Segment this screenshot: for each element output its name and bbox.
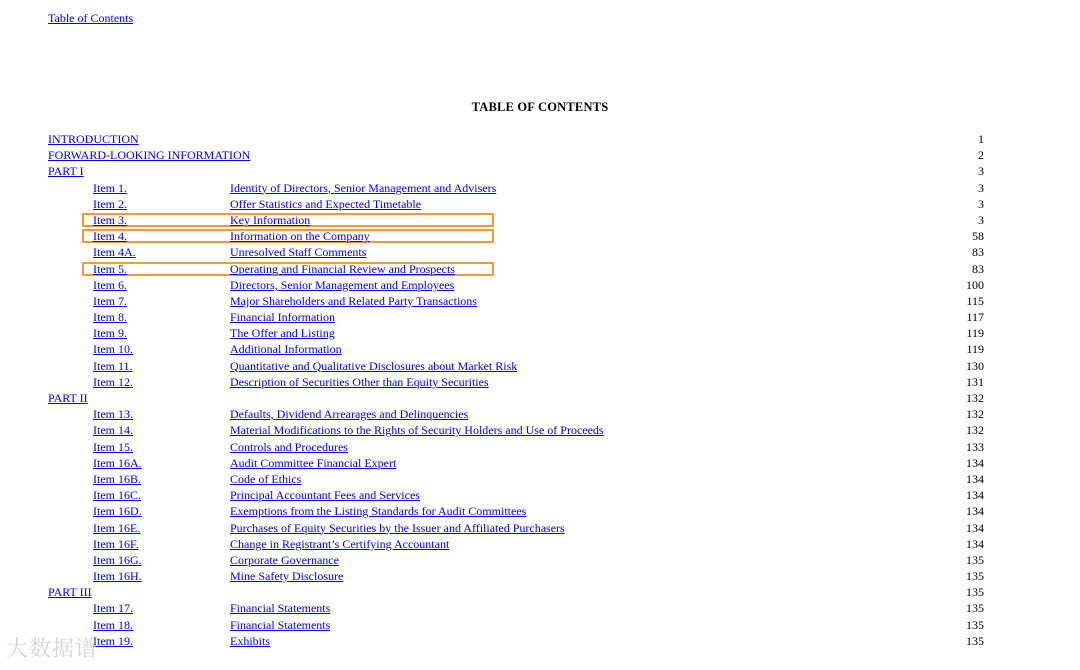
toc-item-number-link[interactable]: Item 16E. [93,520,141,535]
toc-item-row [0,520,1080,536]
toc-item-title-link[interactable]: Operating and Financial Review and Prospects [230,261,455,276]
toc-section-row [0,163,1080,179]
page-number: 3 [978,180,984,195]
toc-item-row [0,341,1080,357]
toc-item-row [0,212,1080,228]
toc-item-title-link[interactable]: Change in Registrant’s Certifying Accountant [230,536,450,551]
page-number: 134 [966,471,984,486]
toc-item-number-link[interactable]: Item 16F. [93,536,139,551]
toc-item-number-link[interactable]: Item 2. [93,196,127,211]
toc-item-number-link[interactable]: Item 10. [93,342,133,357]
toc-item-title-link[interactable]: Offer Statistics and Expected Timetable [230,196,422,211]
toc-item-number-link[interactable]: Item 9. [93,326,127,341]
toc-item-title-link[interactable]: Purchases of Equity Securities by the Issuer and Affiliated Purchasers [230,520,565,535]
toc-item-row [0,503,1080,519]
page-number: 134 [966,504,984,519]
toc-item-number-link[interactable]: Item 15. [93,439,133,454]
watermark-logo: 大数据谱 [6,637,99,662]
toc-item-row [0,600,1080,616]
page-number: 3 [978,196,984,211]
page-number: 2 [978,148,984,163]
toc-item-row [0,196,1080,212]
toc-item-number-link[interactable]: Item 18. [93,617,133,632]
page-number: 100 [966,277,984,292]
toc-item-title-link[interactable]: Mine Safety Disclosure [230,569,344,584]
toc-item-row [0,309,1080,325]
toc-item-number-link[interactable]: Item 19. [93,633,133,648]
toc-item-number-link[interactable]: Item 16C. [93,488,141,503]
toc-item-row [0,180,1080,196]
toc-item-row [0,244,1080,260]
page-number: 134 [966,488,984,503]
page-number: 132 [966,391,984,405]
page-number: 134 [966,536,984,551]
page-number: 1 [978,132,984,146]
page-number: 130 [966,358,984,373]
toc-item-title-link[interactable]: Additional Information [230,342,342,357]
toc-section-row [0,584,1080,600]
toc-item-number-link[interactable]: Item 4. [93,229,127,244]
page-number: 134 [966,455,984,470]
toc-item-title-link[interactable]: Information on the Company [230,229,370,244]
toc-item-number-link[interactable]: Item 1. [93,180,127,195]
toc-item-row [0,617,1080,633]
page-number: 135 [966,585,984,600]
page-number: 83 [972,261,984,276]
toc-section-link[interactable]: PART III [48,585,92,600]
toc-item-row [0,293,1080,309]
toc-item-title-link[interactable]: The Offer and Listing [230,326,335,341]
toc-section-link[interactable]: FORWARD-LOOKING INFORMATION [48,148,251,163]
toc-section-link[interactable]: INTRODUCTION [48,132,139,146]
toc-item-number-link[interactable]: Item 7. [93,293,127,308]
toc-item-number-link[interactable]: Item 16B. [93,471,141,486]
toc-item-title-link[interactable]: Principal Accountant Fees and Services [230,488,420,503]
toc-item-number-link[interactable]: Item 14. [93,423,133,438]
toc-item-number-link[interactable]: Item 6. [93,277,127,292]
toc-item-row [0,374,1080,390]
toc-item-row [0,358,1080,374]
toc-item-title-link[interactable]: Controls and Procedures [230,439,348,454]
toc-item-title-link[interactable]: Financial Statements [230,601,331,616]
toc-item-title-link[interactable]: Material Modifications to the Rights of Security Holders and Use of Proceeds [230,423,604,438]
page-number: 115 [966,293,984,308]
toc-item-number-link[interactable]: Item 16G. [93,552,142,567]
toc-section-row [0,131,1080,147]
toc-section-link[interactable]: PART II [48,391,88,405]
toc-item-row [0,455,1080,471]
toc-item-number-link[interactable]: Item 3. [93,212,127,227]
page-number: 119 [966,342,984,357]
toc-item-title-link[interactable]: Major Shareholders and Related Party Transactions [230,293,477,308]
toc-item-row [0,325,1080,341]
toc-item-row [0,487,1080,503]
table-of-contents-link[interactable]: Table of Contents [48,11,134,25]
page-title: TABLE OF CONTENTS [471,100,609,114]
toc-item-title-link[interactable]: Quantitative and Qualitative Disclosures about Market Risk [230,358,518,373]
toc-section-row [0,147,1080,163]
toc-item-number-link[interactable]: Item 13. [93,407,133,422]
page-number: 131 [966,374,984,389]
toc-item-row [0,261,1080,277]
toc-item-row [0,228,1080,244]
page-number: 132 [966,423,984,438]
toc-item-title-link[interactable]: Financial Information [230,310,335,325]
page-number: 132 [966,407,984,422]
toc-list [0,131,1080,649]
page-number: 117 [966,310,984,325]
toc-item-number-link[interactable]: Item 16H. [93,569,142,584]
toc-item-row [0,422,1080,438]
page-number: 83 [972,245,984,260]
toc-item-title-link[interactable]: Exemptions from the Listing Standards for Audit Committees [230,504,527,519]
toc-item-row [0,277,1080,293]
toc-item-title-link[interactable]: Audit Committee Financial Expert [230,455,397,470]
toc-section-row [0,390,1080,406]
toc-item-title-link[interactable]: Unresolved Staff Comments [230,245,367,260]
toc-item-number-link[interactable]: Item 12. [93,374,133,389]
toc-item-row [0,439,1080,455]
page-number: 135 [966,633,984,648]
toc-section-link[interactable]: PART I [48,164,84,179]
toc-item-title-link[interactable]: Exhibits [230,633,271,648]
page-number: 58 [972,229,984,244]
toc-item-number-link[interactable]: Item 5. [93,261,127,276]
toc-item-row [0,633,1080,649]
page-number: 3 [978,212,984,227]
page-number: 135 [966,552,984,567]
toc-item-row [0,471,1080,487]
page-number: 3 [978,164,984,179]
page-number: 135 [966,601,984,616]
toc-item-row [0,536,1080,552]
toc-item-title-link[interactable]: Key Information [230,212,311,227]
toc-item-number-link[interactable]: Item 11. [93,358,133,373]
toc-item-title-link[interactable]: Description of Securities Other than Equity Securities [230,374,489,389]
toc-item-title-link[interactable]: Defaults, Dividend Arrearages and Delinquencies [230,407,469,422]
toc-item-row [0,406,1080,422]
toc-item-title-link[interactable]: Corporate Governance [230,552,339,567]
toc-item-title-link[interactable]: Directors, Senior Management and Employees [230,277,455,292]
toc-item-number-link[interactable]: Item 8. [93,310,127,325]
toc-item-number-link[interactable]: Item 16A. [93,455,142,470]
toc-item-row [0,568,1080,584]
toc-item-number-link[interactable]: Item 17. [93,601,133,616]
toc-item-number-link[interactable]: Item 16D. [93,504,142,519]
toc-item-title-link[interactable]: Code of Ethics [230,471,302,486]
toc-item-title-link[interactable]: Identity of Directors, Senior Management and Advisers [230,180,497,195]
page-number: 134 [966,520,984,535]
page-number: 135 [966,617,984,632]
page-number: 119 [966,326,984,341]
page-number: 133 [966,439,984,454]
toc-item-row [0,552,1080,568]
page-number: 135 [966,569,984,584]
toc-item-title-link[interactable]: Financial Statements [230,617,331,632]
toc-item-number-link[interactable]: Item 4A. [93,245,136,260]
